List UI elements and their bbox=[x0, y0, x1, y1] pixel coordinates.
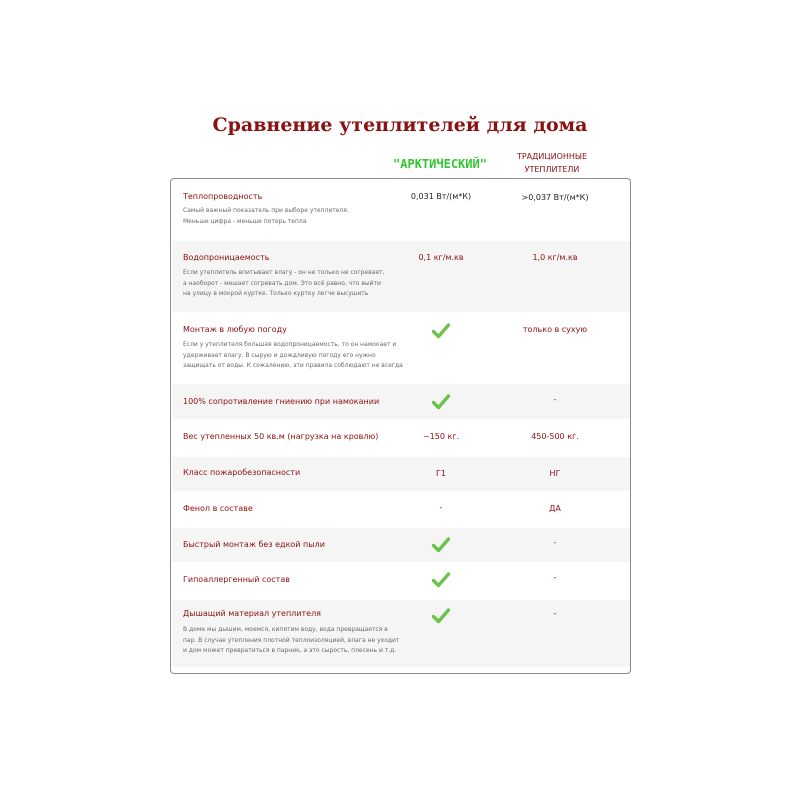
row-description bbox=[183, 340, 413, 372]
check-icon bbox=[432, 608, 450, 624]
traditional-value: - bbox=[553, 573, 557, 582]
table-row bbox=[172, 312, 631, 384]
arctic-value: 0,031 Вт/(м*К) bbox=[410, 192, 472, 201]
row-description bbox=[183, 268, 413, 300]
row-description bbox=[183, 206, 413, 227]
table-row bbox=[172, 528, 631, 562]
check-icon bbox=[432, 323, 450, 339]
check-icon bbox=[432, 394, 450, 410]
comparison-table bbox=[170, 178, 631, 674]
column-header-traditional bbox=[492, 150, 612, 176]
traditional-value: НГ bbox=[549, 469, 561, 478]
traditional-value: ДА bbox=[549, 504, 561, 513]
check-icon bbox=[432, 537, 450, 553]
description-line: Если у утеплителя большая водопроницаемость, то он намокает и bbox=[183, 341, 397, 348]
description-line: пар. В случае утепления плотной теплоизоляцией, влага не уходит bbox=[183, 636, 400, 644]
check-icon bbox=[432, 572, 450, 588]
row-parameter: 100% сопротивление гниению при намокании bbox=[183, 397, 380, 406]
row-parameter: Гипоаллергенный состав bbox=[183, 575, 290, 584]
arctic-value: 0,1 кг/м.кв bbox=[418, 253, 464, 262]
description-line: В доме мы дышим, моемся, кипятим воду, вода превращается в bbox=[183, 626, 388, 633]
arctic-value: Г1 bbox=[436, 469, 446, 478]
row-parameter: Теплопроводность bbox=[183, 192, 263, 201]
traditional-value: только в сухую bbox=[522, 325, 588, 334]
row-parameter: Фенол в составе bbox=[183, 504, 253, 513]
description-line: Самый важный показатель при выборе утеплителя. bbox=[183, 207, 349, 214]
column-header-traditional-line2: УТЕПЛИТЕЛИ bbox=[524, 165, 580, 174]
table-row bbox=[172, 600, 631, 667]
traditional-value: - bbox=[553, 538, 557, 547]
table-row bbox=[172, 419, 631, 457]
description-line: Меньше цифра - меньше потерь тепла bbox=[183, 217, 307, 225]
traditional-value: 450-500 кг. bbox=[531, 432, 579, 441]
description-line: Если утеплитель впитывает влагу - он не только не согревает, bbox=[183, 269, 385, 276]
row-parameter: Монтаж в любую погоду bbox=[183, 325, 287, 334]
arctic-value: - bbox=[439, 503, 443, 512]
table-row bbox=[172, 457, 631, 491]
traditional-value: - bbox=[553, 609, 557, 618]
page-title: Сравнение утеплителей для дома bbox=[212, 114, 588, 136]
description-line: на улицу в мокрой куртке. Только куртку легче высушить bbox=[183, 290, 369, 297]
table-row bbox=[172, 179, 631, 241]
table-row bbox=[172, 241, 631, 312]
row-parameter: Вес утепленных 50 кв.м (нагрузка на кровлю) bbox=[183, 432, 379, 441]
description-line: защищать от воды. К сожалению, эти правила соблюдают не всегда bbox=[183, 362, 403, 369]
description-line: а наоборот - мешает согревать дом. Это всё равно, что выйти bbox=[183, 279, 381, 287]
table-row bbox=[172, 384, 631, 419]
traditional-value: - bbox=[553, 395, 557, 404]
row-description bbox=[183, 625, 413, 657]
description-line: удерживает влагу. В сырую и дождливую погоду его нужно bbox=[183, 351, 376, 359]
row-parameter: Класс пожаробезопасности bbox=[183, 468, 301, 477]
traditional-value: >0,037 Вт/(м*К) bbox=[521, 193, 589, 202]
row-parameter: Водопроницаемость bbox=[183, 253, 270, 262]
column-header-traditional-line1: ТРАДИЦИОННЫЕ bbox=[516, 152, 588, 161]
traditional-value: 1,0 кг/м.кв bbox=[532, 253, 578, 262]
table-row bbox=[172, 562, 631, 600]
row-parameter: Быстрый монтаж без едкой пыли bbox=[183, 540, 325, 549]
arctic-value: ~150 кг. bbox=[422, 432, 460, 441]
table-row bbox=[172, 491, 631, 528]
row-parameter: Дышащий материал утеплителя bbox=[183, 609, 321, 618]
column-header-arctic: "АРКТИЧЕСКИЙ" bbox=[393, 157, 487, 171]
description-line: и дом может превратиться в парник, а это сырость, плесень и т.д. bbox=[183, 647, 397, 654]
